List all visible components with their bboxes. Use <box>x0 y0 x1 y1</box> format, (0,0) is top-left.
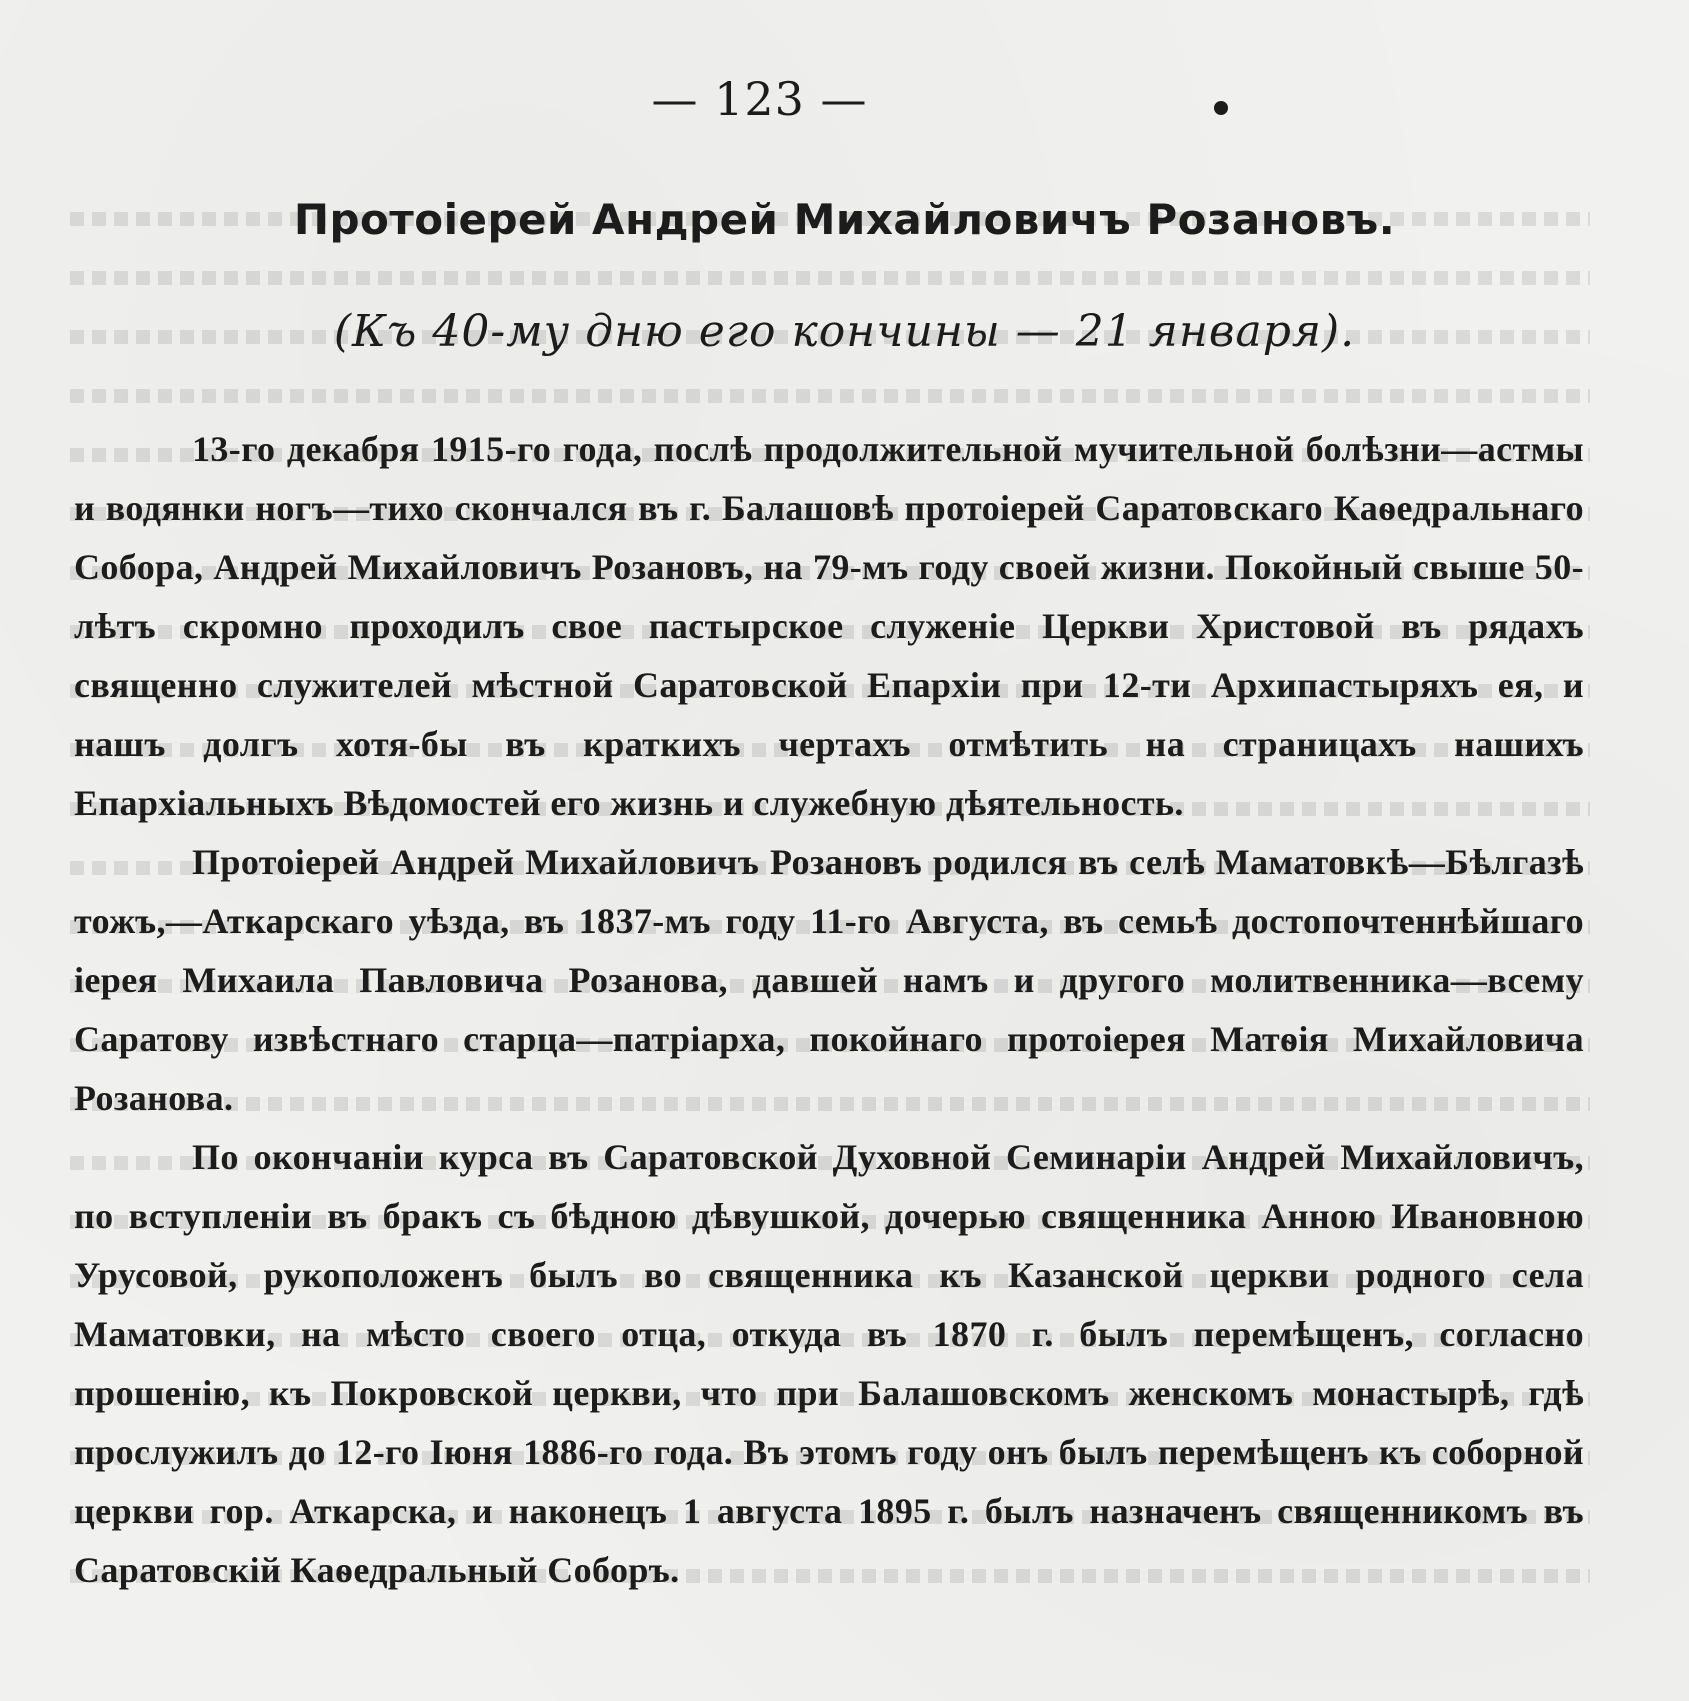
article-body <box>74 420 1584 1600</box>
page-number-text: — 123 — <box>651 72 868 126</box>
paragraph-3: По окончаніи курса въ Саратовской Духовной Семинаріи Андрей Михайловичъ, по вступленіи въ бракъ съ бѣдною дѣвушкой, дочерью священника Анною Ивановною Урусовой, рукоположенъ былъ во священника къ Казанской церкви родного села Маматовки, на мѣсто своего отца, откуда въ 1870 г. былъ перемѣщенъ, согласно прошенію, къ Покровской церкви, что при Балашовскомъ женскомъ монастырѣ, гдѣ прослужилъ до 12-го Іюня 1886-го года. Въ этомъ году онъ былъ перемѣщенъ къ соборной церкви гор. Аткарска, и наконецъ 1 августа 1895 г. былъ назначенъ священникомъ въ Саратовскій Каѳедральный Соборъ. <box>74 1137 1584 1590</box>
page-number <box>0 72 1689 126</box>
paragraph-1: 13-го декабря 1915-го года, послѣ продолжительной мучительной болѣзни—астмы и водянки ногъ—тихо скончался въ г. Балашовѣ протоіерей Саратовскаго Каѳедральнаго Собора, Андрей Михайловичъ Розановъ, на 79-мъ году своей жизни. Покойный свыше 50-лѣтъ скромно проходилъ свое пастырское служеніе Церкви Христовой въ рядахъ священно служителей мѣстной Саратовской Епархіи при 12-ти Архипастыряхъ ея, и нашъ долгъ хотя-бы въ краткихъ чертахъ отмѣтить на страницахъ нашихъ Епархіальныхъ Вѣдомостей его жизнь и служебную дѣятельность. <box>74 429 1584 823</box>
article-title: Протоіерей Андрей Михайловичъ Розановъ. <box>293 195 1396 244</box>
paragraph-2: Протоіерей Андрей Михайловичъ Розановъ родился въ селѣ Маматовкѣ—Бѣлгазѣ тожъ,—Аткарскаго уѣзда, въ 1837-мъ году 11-го Августа, въ семьѣ достопочтеннѣйшаго іерея Михаила Павловича Розанова, давшей намъ и другого молитвенника—всему Саратову извѣстнаго старца—патріарха, покойнаго протоіерея Матѳія Михайловича Розанова. <box>74 842 1584 1118</box>
ink-blot <box>1214 101 1228 115</box>
article-subtitle: (Къ 40-му дню его кончины — 21 января). <box>333 306 1356 357</box>
